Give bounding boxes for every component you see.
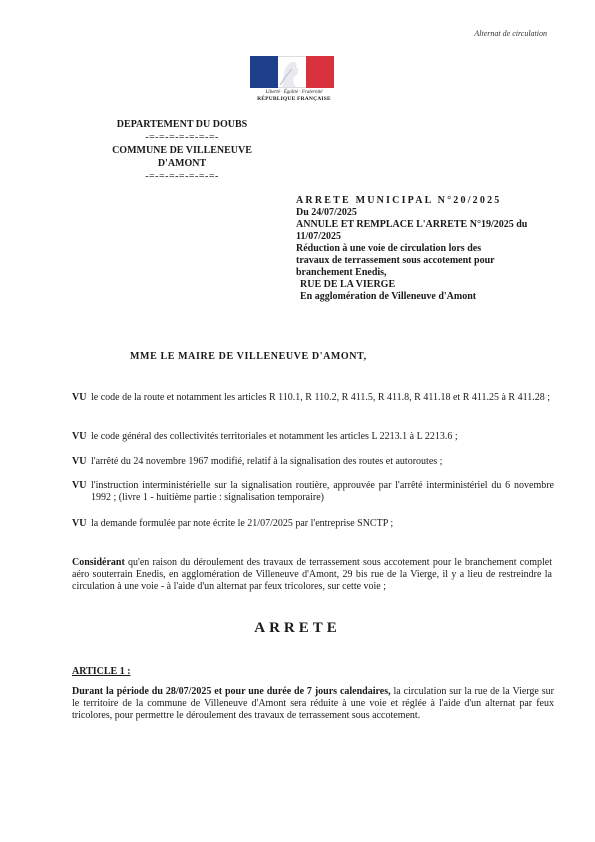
vu-item — [72, 392, 554, 404]
dash-separator: -=-=-=-=-=-=-=- — [145, 132, 219, 143]
arrete-subject-line1: Réduction à une voie de circulation lors des — [296, 243, 482, 254]
arrete-number: ARRETE MUNICIPAL N°20/2025 — [296, 195, 502, 206]
department-name: DEPARTEMENT DU DOUBS — [116, 119, 248, 130]
vu-text: l'instruction interministérielle sur la signalisation routière, approuvée par l'arrêté interministériel du 6 novembre 1992 ; (livre 1 - huitième partie : signalisation temporaire) — [91, 480, 554, 503]
dash-separator: -=-=-=-=-=-=-=- — [145, 171, 219, 182]
vu-label: VU — [72, 480, 87, 491]
vu-text: l'arrêté du 24 novembre 1967 modifié, relatif à la signalisation des routes et autoroutes ; — [91, 456, 443, 467]
article-1-heading: ARTICLE 1 : — [72, 666, 131, 677]
tricolor-emblem-icon — [250, 56, 334, 88]
arrete-heading: ARRETE — [254, 620, 341, 636]
arrete-subject-line3: branchement Enedis, — [296, 267, 387, 278]
arrete-date: Du 24/07/2025 — [296, 207, 357, 218]
document-reference-note: Alternat de circulation — [474, 29, 547, 38]
arrete-street: RUE DE LA VIERGE — [300, 279, 396, 290]
arrete-summary — [296, 195, 556, 303]
issuer-block — [82, 118, 282, 183]
republic-motto: Liberté · Égalité · Fraternité — [265, 90, 323, 95]
article-1-body: la circulation sur la rue de la Vierge sur le territoire de la commune de Villeneuve d'Amont sera réduite à une voie et réglée à l'aide d'un alternat par feux tricolores, pour permettre le déroulement des travaux de terrassement sous accotement. — [72, 686, 554, 721]
vu-item — [72, 480, 554, 504]
arrete-subject-line2: travaux de terrassement sous accotement pour — [296, 255, 495, 266]
vu-label: VU — [72, 431, 87, 442]
vu-text: le code général des collectivités territoriales et notamment les articles L 2213.1 à L 2213.6 ; — [91, 431, 458, 442]
vu-text: le code de la route et notamment les articles R 110.1, R 110.2, R 411.5, R 411.8, R 411.18 et R 411.25 à R 411.28 ; — [91, 392, 551, 403]
vu-label: VU — [72, 392, 87, 403]
arrete-annule-line1: ANNULE ET REMPLACE L'ARRETE N°19/2025 du — [296, 219, 528, 230]
considerant-label: Considérant — [72, 557, 125, 568]
republic-name: RÉPUBLIQUE FRANÇAISE — [257, 96, 331, 102]
arrete-location: En agglomération de Villeneuve d'Amont — [300, 291, 477, 302]
considerant-paragraph — [72, 557, 552, 593]
commune-name-line1: COMMUNE DE VILLENEUVE — [112, 145, 252, 156]
vu-item — [72, 518, 554, 530]
vu-label: VU — [72, 518, 87, 529]
vu-label: VU — [72, 456, 87, 467]
considerant-text: qu'en raison du déroulement des travaux de terrassement sous accotement pour le branchement complet aéro souterrain Enedis, en agglomération de Villeneuve d'Amont, 29 bis rue de la Vierge, il y a lieu de restreindre la circulation à une voie - à l'aide d'un alternat par feux tricolores, sur cette voie ; — [72, 557, 552, 592]
mayor-line: MME LE MAIRE DE VILLENEUVE D'AMONT, — [130, 351, 367, 362]
vu-item — [72, 456, 554, 468]
vu-text: la demande formulée par note écrite le 21/07/2025 par l'entreprise SNCTP ; — [91, 518, 394, 529]
vu-item — [72, 431, 554, 443]
article-1-text — [72, 686, 554, 722]
article-1-period: Durant la période du 28/07/2025 et pour une durée de 7 jours calendaires, — [72, 686, 391, 697]
marianne-logo — [250, 56, 338, 102]
marianne-profile-icon — [278, 57, 306, 87]
commune-name-line2: D'AMONT — [157, 158, 207, 169]
arrete-annule-line2: 11/07/2025 — [296, 231, 342, 242]
